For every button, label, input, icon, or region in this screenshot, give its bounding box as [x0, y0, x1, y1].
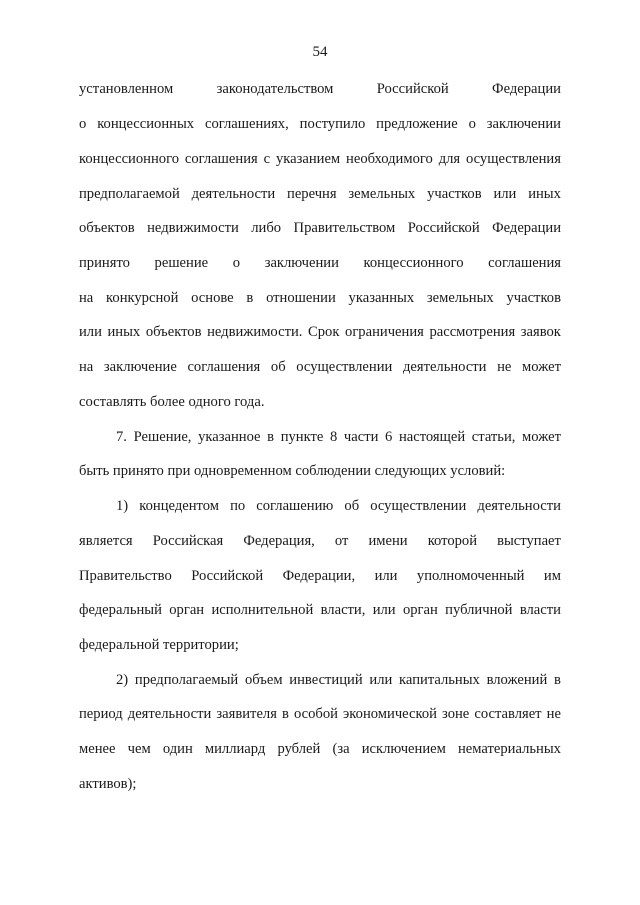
word: или — [79, 324, 102, 340]
word: не — [497, 359, 512, 375]
word: о — [79, 116, 87, 132]
word: 7. — [116, 429, 127, 445]
word: решение — [154, 255, 209, 271]
word: 6 — [385, 429, 393, 445]
word: или — [369, 672, 393, 688]
word: на — [79, 290, 94, 306]
word: исполнительной — [211, 602, 314, 618]
word: для — [438, 151, 461, 167]
word: указанных — [348, 290, 415, 306]
word: концедентом — [139, 498, 219, 514]
word: с — [263, 151, 271, 167]
word: Федерации — [492, 81, 561, 97]
word: не — [546, 706, 561, 722]
word: федеральный — [79, 602, 162, 618]
text-line — [79, 741, 561, 758]
word: деятельности — [402, 359, 487, 375]
word: принято — [79, 255, 130, 271]
word: соглашениях, — [204, 116, 289, 132]
word: указанием — [275, 151, 341, 167]
word: инвестиций — [289, 672, 363, 688]
word: конкурсной — [106, 290, 179, 306]
text-line — [79, 186, 561, 203]
word: объектов — [145, 324, 202, 340]
word: участков — [427, 186, 482, 202]
text-line — [116, 498, 561, 515]
word: Федерации, — [282, 568, 356, 584]
word: или — [374, 568, 398, 584]
word: или — [493, 186, 517, 202]
word: по — [230, 498, 246, 514]
word: орган — [402, 602, 438, 618]
word: выступает — [497, 533, 561, 549]
page-number: 54 — [312, 44, 328, 60]
word: 2) — [116, 672, 129, 688]
word: иных — [107, 324, 141, 340]
word: основе — [191, 290, 234, 306]
text-line — [79, 602, 561, 619]
word: заявителя — [216, 706, 277, 722]
word: один — [162, 741, 193, 757]
word: объем — [244, 672, 283, 688]
text-line: активов); — [79, 776, 137, 792]
word: недвижимости — [147, 220, 239, 236]
word: им — [543, 568, 561, 584]
word: или — [372, 602, 396, 618]
word: участков — [506, 290, 561, 306]
word: осуществлении — [296, 359, 393, 375]
text-line — [79, 568, 561, 585]
word: рублей — [277, 741, 321, 757]
word: концессионного — [363, 255, 464, 271]
word: установленном — [79, 81, 174, 97]
text-line — [116, 429, 561, 446]
word: зоне — [442, 706, 470, 722]
word: в — [267, 429, 275, 445]
word: отношении — [266, 290, 336, 306]
text-line — [79, 116, 561, 133]
word: вложений — [486, 672, 548, 688]
word: (за — [332, 741, 350, 757]
word: может — [522, 429, 561, 445]
word: деятельности — [477, 498, 561, 514]
word: предложение — [376, 116, 458, 132]
word: которой — [427, 533, 478, 549]
word: об — [270, 359, 286, 375]
word: Российская — [152, 533, 224, 549]
word: деятельности — [127, 706, 212, 722]
word: чем — [127, 741, 151, 757]
text-line — [79, 81, 561, 98]
word: имени — [368, 533, 408, 549]
word: на — [79, 359, 94, 375]
word: иных — [528, 186, 561, 202]
word: орган — [169, 602, 205, 618]
word: заявок — [520, 324, 561, 340]
word: период — [79, 706, 123, 722]
word: экономической — [343, 706, 437, 722]
word: земельных — [426, 290, 494, 306]
word: объектов — [79, 220, 135, 236]
word: заключении — [264, 255, 339, 271]
text-line — [79, 324, 561, 341]
word: соглашения — [184, 151, 258, 167]
word: перечня — [287, 186, 337, 202]
word: предполагаемой — [79, 186, 180, 202]
word: рассмотрения — [429, 324, 516, 340]
word: в — [246, 290, 254, 306]
text-line: составлять более одного года. — [79, 394, 265, 410]
word: 8 — [330, 429, 338, 445]
text-line — [79, 359, 561, 376]
word: составляет — [474, 706, 542, 722]
word: соглашения — [187, 359, 261, 375]
word: в — [282, 706, 289, 722]
word: Срок — [308, 324, 340, 340]
word: 1) — [116, 498, 129, 514]
word: Федерация, — [243, 533, 315, 549]
word: концессионных — [97, 116, 195, 132]
word: капитальных — [399, 672, 480, 688]
word: необходимого — [346, 151, 433, 167]
word: Решение, — [133, 429, 192, 445]
word: публичной — [445, 602, 513, 618]
word: Федерации — [492, 220, 561, 236]
word: соглашению — [256, 498, 334, 514]
word: концессионного — [79, 151, 180, 167]
word: особой — [293, 706, 338, 722]
word: статьи, — [471, 429, 516, 445]
word: может — [522, 359, 561, 375]
text-line — [79, 533, 561, 550]
word: об — [344, 498, 360, 514]
word: Правительство — [79, 568, 172, 584]
word: Российской — [191, 568, 264, 584]
text-line — [116, 672, 561, 689]
word: о — [232, 255, 241, 271]
word: от — [334, 533, 349, 549]
word: осуществлении — [370, 498, 467, 514]
word: Российской — [376, 81, 449, 97]
word: нематериальных — [458, 741, 561, 757]
word: указанное — [198, 429, 261, 445]
word: поступило — [299, 116, 366, 132]
text-line: быть принято при одновременном соблюдении следующих условий: — [79, 463, 506, 479]
word: ограничения — [345, 324, 424, 340]
word: Правительством — [293, 220, 396, 236]
text-line — [79, 220, 561, 237]
word: власти — [519, 602, 561, 618]
word: менее — [79, 741, 116, 757]
text-line — [79, 290, 561, 307]
word: миллиард — [204, 741, 266, 757]
text-line — [79, 255, 561, 272]
word: осуществления — [465, 151, 561, 167]
word: заключении — [486, 116, 561, 132]
word: заключение — [103, 359, 177, 375]
word: в — [554, 672, 561, 688]
word: настоящей — [398, 429, 466, 445]
word: недвижимости. — [207, 324, 303, 340]
text-line — [79, 706, 561, 723]
text-line: федеральной территории; — [79, 637, 239, 653]
word: деятельности — [191, 186, 276, 202]
word: является — [79, 533, 133, 549]
word: части — [343, 429, 379, 445]
word: власти, — [320, 602, 366, 618]
word: пункте — [280, 429, 324, 445]
word: земельных — [348, 186, 416, 202]
text-line — [79, 151, 561, 168]
word: предполагаемый — [134, 672, 239, 688]
word: законодательством — [216, 81, 334, 97]
word: уполномоченный — [416, 568, 525, 584]
word: исключением — [361, 741, 446, 757]
word: Российской — [407, 220, 480, 236]
word: соглашения — [488, 255, 561, 271]
word: о — [468, 116, 476, 132]
word: либо — [251, 220, 282, 236]
